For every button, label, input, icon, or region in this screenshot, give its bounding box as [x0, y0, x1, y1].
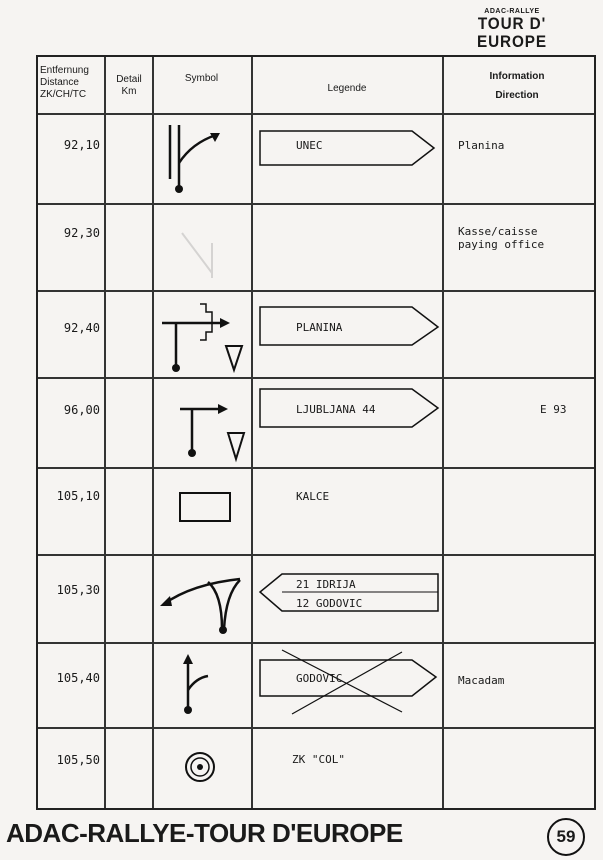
distance-cell: 105,50	[56, 753, 100, 767]
direction-sign	[252, 377, 442, 467]
faint-symbol	[152, 203, 251, 290]
distance-cell: 96,00	[63, 403, 100, 417]
sign-label: PLANINA	[296, 321, 343, 334]
info-cell: Macadam	[458, 674, 505, 687]
junction-symbol	[152, 642, 251, 727]
sign-label: GODOVIC	[296, 672, 343, 685]
sign-label: UNEC	[296, 139, 323, 152]
direction-sign	[252, 113, 442, 203]
header-legend: Legende	[327, 83, 367, 94]
header-information: Information Direction	[489, 71, 545, 101]
page-number: 59	[547, 818, 585, 856]
sign-label: 12 GODOVIC	[296, 597, 363, 610]
distance-cell: 92,30	[63, 226, 100, 240]
sign-label: KALCE	[296, 490, 330, 503]
sign-label: 21 IDRIJA	[296, 578, 356, 591]
distance-cell: 105,30	[56, 583, 100, 597]
junction-symbol	[152, 113, 251, 203]
junction-symbol	[152, 554, 251, 642]
header-distance: Entfernung Distance ZK/CH/TC	[40, 65, 89, 100]
distance-cell: 92,40	[63, 321, 100, 335]
sign-label: ZK "COL"	[292, 753, 345, 766]
roadbook-table	[36, 55, 596, 810]
junction-symbol	[152, 377, 251, 467]
info-cell: E 93	[540, 403, 567, 416]
header-detail: Detail Km	[116, 74, 142, 97]
square-symbol	[152, 467, 251, 554]
control-point-icon	[152, 727, 251, 812]
footer-title: ADAC-RALLYE-TOUR D'EUROPE	[6, 818, 403, 848]
info-cell: Planina	[458, 139, 505, 152]
distance-cell: 105,10	[56, 489, 100, 503]
junction-symbol	[152, 290, 251, 377]
distance-cell: 105,40	[56, 671, 100, 685]
distance-cell: 92,10	[63, 138, 100, 152]
header-symbol: Symbol	[184, 73, 219, 84]
logo-subtitle: ADAC-RALLYE	[484, 8, 540, 15]
tour-logo	[452, 8, 572, 51]
sign-label: LJUBLJANA 44	[296, 403, 376, 416]
direction-sign	[252, 290, 442, 377]
logo-title: TOUR D' EUROPE	[476, 14, 548, 51]
direction-sign	[252, 642, 442, 727]
info-cell: Kasse/caisse paying office	[458, 225, 545, 251]
